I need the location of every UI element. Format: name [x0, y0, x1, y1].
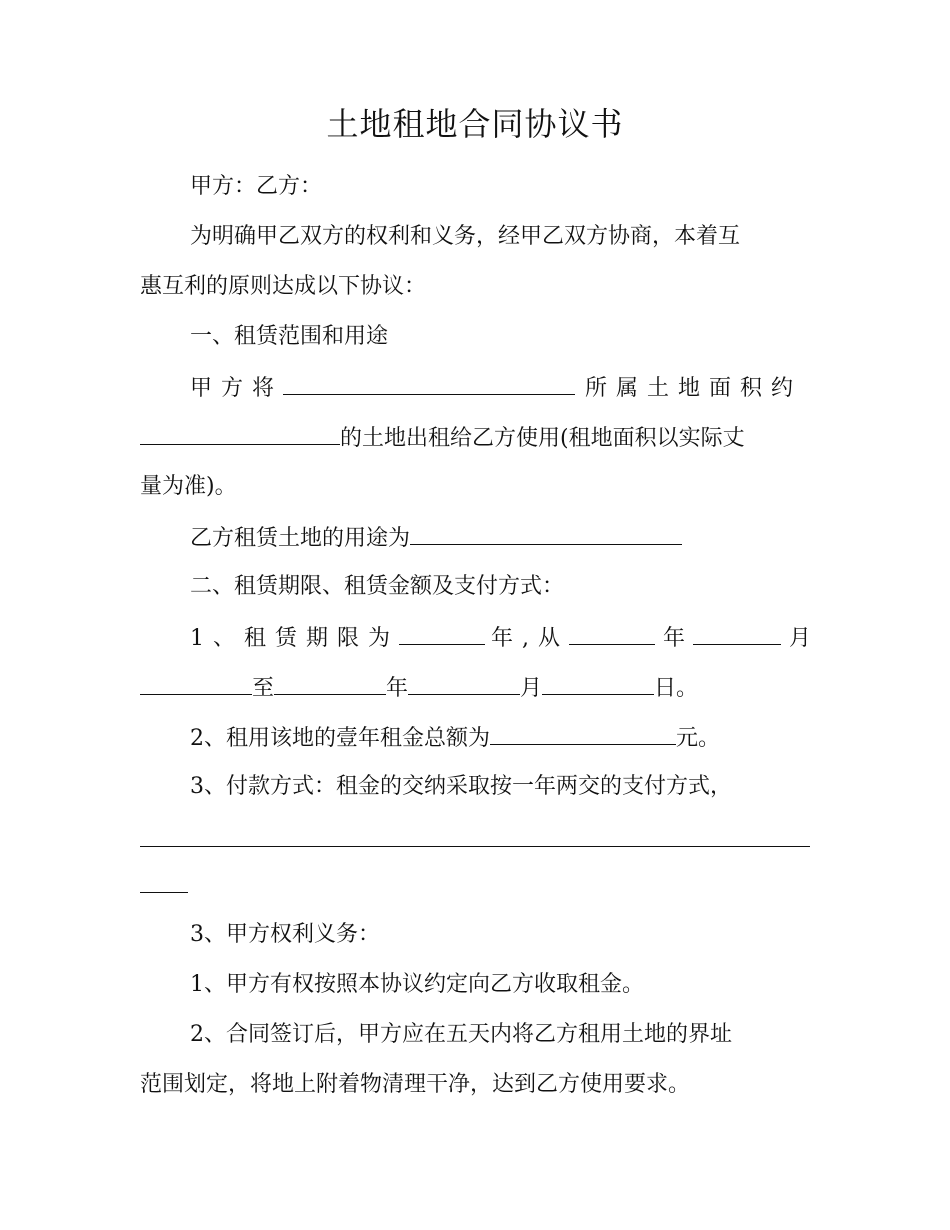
annual-rent-label: 2、租用该地的壹年租金总额为 [190, 726, 490, 751]
end-day-label: 日。 [654, 676, 699, 701]
payment-method-blank [140, 820, 810, 847]
annual-rent-blank [490, 722, 676, 745]
land-area-label: 所属土地面积约 [585, 376, 803, 401]
lease-end-line [140, 672, 810, 704]
lease-term-label: 1、租赁期限为 [190, 626, 399, 651]
start-day-blank [140, 672, 252, 695]
land-owner-label: 甲方将 [190, 376, 284, 401]
parties-line: 甲方：乙方： [190, 174, 323, 199]
payment-method-blank-tail [140, 868, 188, 893]
land-area-text: 的土地出租给乙方使用(租地面积以实际丈 [340, 426, 745, 451]
start-year-blank [569, 622, 655, 645]
lessor-duty-2-line-2: 范围划定，将地上附着物清理干净，达到乙方使用要求。 [140, 1072, 691, 1097]
lease-term-line [140, 622, 860, 654]
start-month-label: 月 [789, 626, 812, 651]
section-1-heading: 一、租赁范围和用途 [190, 324, 389, 349]
land-area-line [140, 422, 810, 454]
intro-line-1: 为明确甲乙双方的权利和义务，经甲乙双方协商，本着互 [190, 224, 741, 249]
land-area-note: 量为准)。 [140, 474, 237, 499]
lessor-duty-2-line-1: 2、合同签订后，甲方应在五天内将乙方租用土地的界址 [190, 1022, 732, 1047]
section-3-heading: 3、甲方权利义务： [190, 922, 380, 947]
land-use-label: 乙方租赁土地的用途为 [190, 526, 411, 551]
start-month-blank [693, 622, 781, 645]
end-day-blank [542, 672, 654, 695]
lease-years-blank [399, 622, 485, 645]
land-use-blank [410, 522, 682, 545]
end-month-blank [408, 672, 520, 695]
payment-method-line: 3、付款方式：租金的交纳采取按一年两交的支付方式， [190, 774, 732, 799]
document-title: 土地租地合同协议书 [326, 105, 624, 143]
to-label: 至 [252, 676, 275, 701]
start-year-label: 年 [663, 626, 686, 651]
lease-from-label: 年,从 [491, 626, 569, 651]
section-2-heading: 二、租赁期限、租赁金额及支付方式： [190, 574, 565, 599]
lessor-right-1: 1、甲方有权按照本协议约定向乙方收取租金。 [190, 972, 644, 997]
land-owner-blank [283, 372, 575, 395]
end-month-label: 月 [520, 676, 543, 701]
annual-rent-unit: 元。 [676, 726, 721, 751]
end-year-label: 年 [386, 676, 409, 701]
land-area-blank [140, 422, 340, 445]
annual-rent-line [140, 722, 860, 754]
end-year-blank [274, 672, 386, 695]
intro-line-2: 惠互利的原则达成以下协议： [140, 274, 427, 299]
land-owner-line [140, 372, 860, 404]
land-use-line [140, 522, 860, 554]
